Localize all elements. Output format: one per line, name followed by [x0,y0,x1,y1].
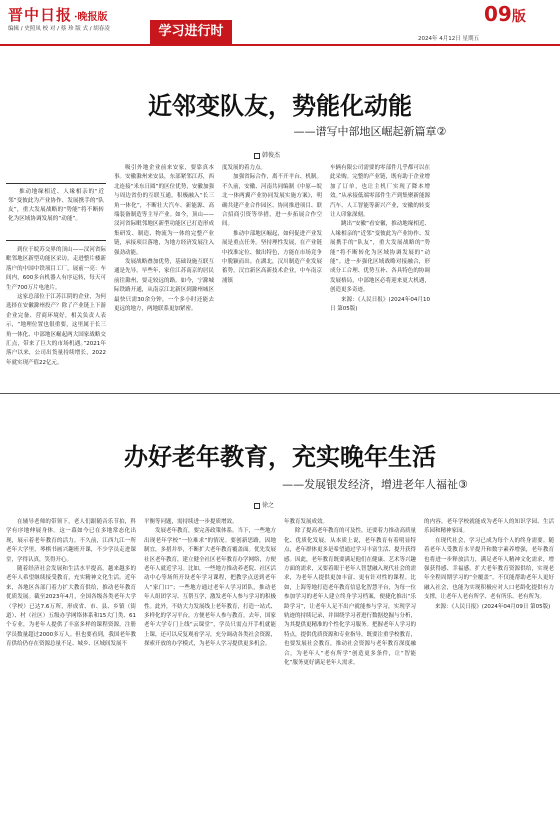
page-unit: 版 [511,9,526,25]
article2-column-2 [144,518,276,808]
article1-column-4 [330,164,430,386]
paragraph: 平衡等问题，需持续进一步提质增效。 [144,519,238,525]
issue-date: 2024年 4月12日 星期五 [418,36,479,42]
paragraph: 发展战略叠加优势，基础设施互联互通是先导。早些年，家住江苏南京的居民前往滁州，要走较远的路。如今，宁滁城际铁路开通，从南京江北新区到滁州城区最快只需30余分钟，一个多小时还能去更远的地方，两地联系更加紧密。 [114,259,214,313]
article1-lead: 推动地缘相近、人缘相亲的“近邻”变彼此为产业协作、发展携手的“队友”，重大发展战略的“势能”将不断转化为区域协调发展的“动能”。 [8,189,104,222]
paragraph: 加强省际合作，离不开平台、机制。不久前，安徽、河南共同编制《中原—皖北一体两翼产业协同发展实施方案》，明确共建产业合作园区、协同推进项目、联合招商引资等举措，进一步拓展合作空间。 [222,174,322,228]
masthead [0,0,560,46]
paragraph: 推动中部地区崛起，如何促进产业发展是重点任务。坚持理性发展，在产业链中找准定位、做出特色，方能在市场竞争中脱颖而出。在湖北，汉川制造产业发展蓄势，汉宜新区高新技术企业，中车南京浦镇 [222,230,322,284]
page-number-value: 09 [484,2,512,26]
paragraph: 车辆有限公司需要的零部件几乎都可以在此采购。完整的产业链，既有助于企业增加了订单，也让主机厂实现了降本增效。”从承接低端零部件生产到集聚新能源汽车、人工智能等新兴产业，安徽的转变让人印象深刻。 [330,165,430,219]
article2-byline: 徐之 [254,500,274,509]
paragraph: 的内容，老年学校就能成为老年人的知识学园、生活乐园和精神家园。 [424,519,554,535]
header-rule [0,44,560,46]
paragraph: 发展老年教育，要完善政策体系。当下，一些地方出现老年学校“一位难求”的情况。要创新思路，因地制宜，多措并举，不断扩大老年教育覆盖面。优先发展社区老年教育，建立健全社区老年教育办学网络，方便老年人就近学习。比如，一些地方推动养老院、社区活动中心等场所开设老年学习课程，把教学点送到老年人“家门口”；一些地方通过老年人学习团队，推动老年人组团学习、互帮互学，激发老年人参与学习的积极性。此外，不妨大力发展线上老年教育，打造一站式、多样化的学习平台，方便老年人参与教育。去年，国家老年大学专门上线“云课堂”，学员只需点开手机就能上课，还可以反复观看学习，充分调动各类社会资源，探索开放的办学模式，为老年人学习提供更多机会。 [144,528,276,648]
article2-column-1 [6,518,136,808]
column-name: 学习进行时 [150,20,232,44]
article2-column-3 [284,518,416,808]
article1-lead-box [6,183,106,241]
article2-column-4 [424,518,554,808]
paragraph: 到位于皖苏交界的顶山——汊河省际毗邻地区新型功能区采访，走进整片楼新落户的中国中铁项目工厂，展前一亮：车间内，600多台机器人有序运转，每天可生产700万片电池片。 [6,247,106,291]
page-number [484,2,526,26]
newspaper-logo: 晋中日报 ·晚报版 [8,6,108,24]
paragraph: 随着经济社会发展和生活水平提高，越来越多的老年人希望继续接受教育，充实精神文化生活。近年来，各地区各部门着力扩大教育供给，推动老年教育优质发展。截至2023年4月，全国各级各类老年大学（学校）已达7.6万所，形成省、市、县、乡镇（街道）、村（社区）五级办学网络体系和15大门类、61个专业，为老年人提供了丰富多样的课程资源，注册学员数量超过2000多万人。但也要看到，我国老年教育供给仍存在资源总量不足、城乡、区域间发展不 [6,566,136,648]
article1-column-5 [438,164,550,386]
article2-subtitle: ——发展银发经济，增进老年人福祉③ [282,478,468,491]
article1-subtitle: ——谱写中部地区崛起新篇章② [293,125,447,138]
paragraph: 这家总部位于江苏江阴的企业，为何选择在安徽滁州投产？除了产业链上下游企业完备、营商环境好，相关负责人表示，“地理位置也很重要，这里属于长三角一体化、中部地区崛起两大国家战略交汇点，带来了巨大的市场机遇。”2021年落户以来，公司出货量持续增长，2022年就实现产值22亿元。 [6,294,106,366]
article1-column-1 [6,246,106,386]
article1-column-2 [114,164,214,386]
article2-title: 办好老年教育，充实晚年生活 [124,442,436,471]
paragraph: 度发展的着力点。 [222,165,267,171]
editor-credits: 编辑 / 史照凤 校 对 / 蔡 珍 版 式 / 胡春凌 [8,26,110,32]
paragraph: 跳出“安徽”看安徽，推动地缘相近、人缘相亲的“近邻”变彼此为产业协作、发展携手的“队友”，重大发展战略的“势能”将不断转化为区域协调发展的“动能”。进一步强化区域战略对接融合，形成分工合理、优势互补、各具特色的协调发展格局，中部地区必将迎来更大机遇，创造更多奇迹。 [330,221,430,294]
paragraph: 在辅导老师的带领下，老人们跟随音乐节拍，科学有序地伸展身体。这一幕如今已在多地常态化出现，展示着老年教育的活力。不久前，江西九江一所老年大学里，琴棋书画兴趣班开课，不少学员走进课堂，学得认真，笑得开心。 [6,519,136,563]
article1-byline: 韩俊杰 [254,150,280,159]
paragraph: 在现代社会，学习已成为每个人的终身需要。随着老年人受教育水平提升和数字素养增强，老年教育也将进一步释放活力，满足老年人精神文化需求，增强获得感、幸福感。扩大老年教育资源供给，实现老年全程周期学习的“全覆盖”，不仅能帮助老年人更好融入社会，也能为实现积极应对人口老龄化提供有力支撑，让老年人老有所学、老有所乐、老有所为。 [424,537,554,601]
article1-column-3 [222,164,322,386]
article-divider [0,393,560,394]
paragraph: 除了提高老年教育的可及性，还要着力推动高质量化、优质化发展。从本质上说，老年教育有着明显特点，老年群体更多是希望通过学习丰富生活、提升获得感。因此，老年教育既要满足他们在健康、艺术等兴趣方面的需求，又要着眼于老年人智慧融入现代社会的需求，为老年人提供更加丰富、更有针对性的课程。比如，上海等地打造老年教育信息化智慧平台，为每一位参加学习的老年人建立终身学习档案，便捷化推出“乐龄学习”，让老年人足不出户就能参与学习，实现学习轨迹的持续记录，并围绕学习者进行数据挖掘与分析，为其提供更精准的个性化学习服务。把握老年人学习的特点，提供优质资源和专业指导，既要注重学校教育，也要发展社会教育，推动社会资源与老年教育深度融合，为老年人“老有所学”创造更多条件，让“智能化”服务更好满足老年人需求。 [284,528,416,667]
source-note: 来源：《人民日报》(2024年04月09日 第05版) [435,603,551,610]
source-note: 来源：《人民日报》(2024年04月10日 第05版) [330,296,430,313]
paragraph: 吸引外地企业前来安家，要靠真本事。安徽滁州来安县，东部紧邻江苏，西北连接“米东日圆”的区位优势，安徽加强与周边省份的互联互通，积极融入“长三角一体化”，不断壮大汽车、新能源、高端装备制造等主导产业。如今，顶山——汊河省际毗邻地区新型功能区已打造形成集研发、制造、物流为一体的完整产业链，承接项目落地，为地方经济发展注入强劲动能。 [114,165,214,256]
paragraph: 年教育发展成效。 [284,519,329,525]
article1-title: 近邻变队友，势能化动能 [148,91,412,120]
